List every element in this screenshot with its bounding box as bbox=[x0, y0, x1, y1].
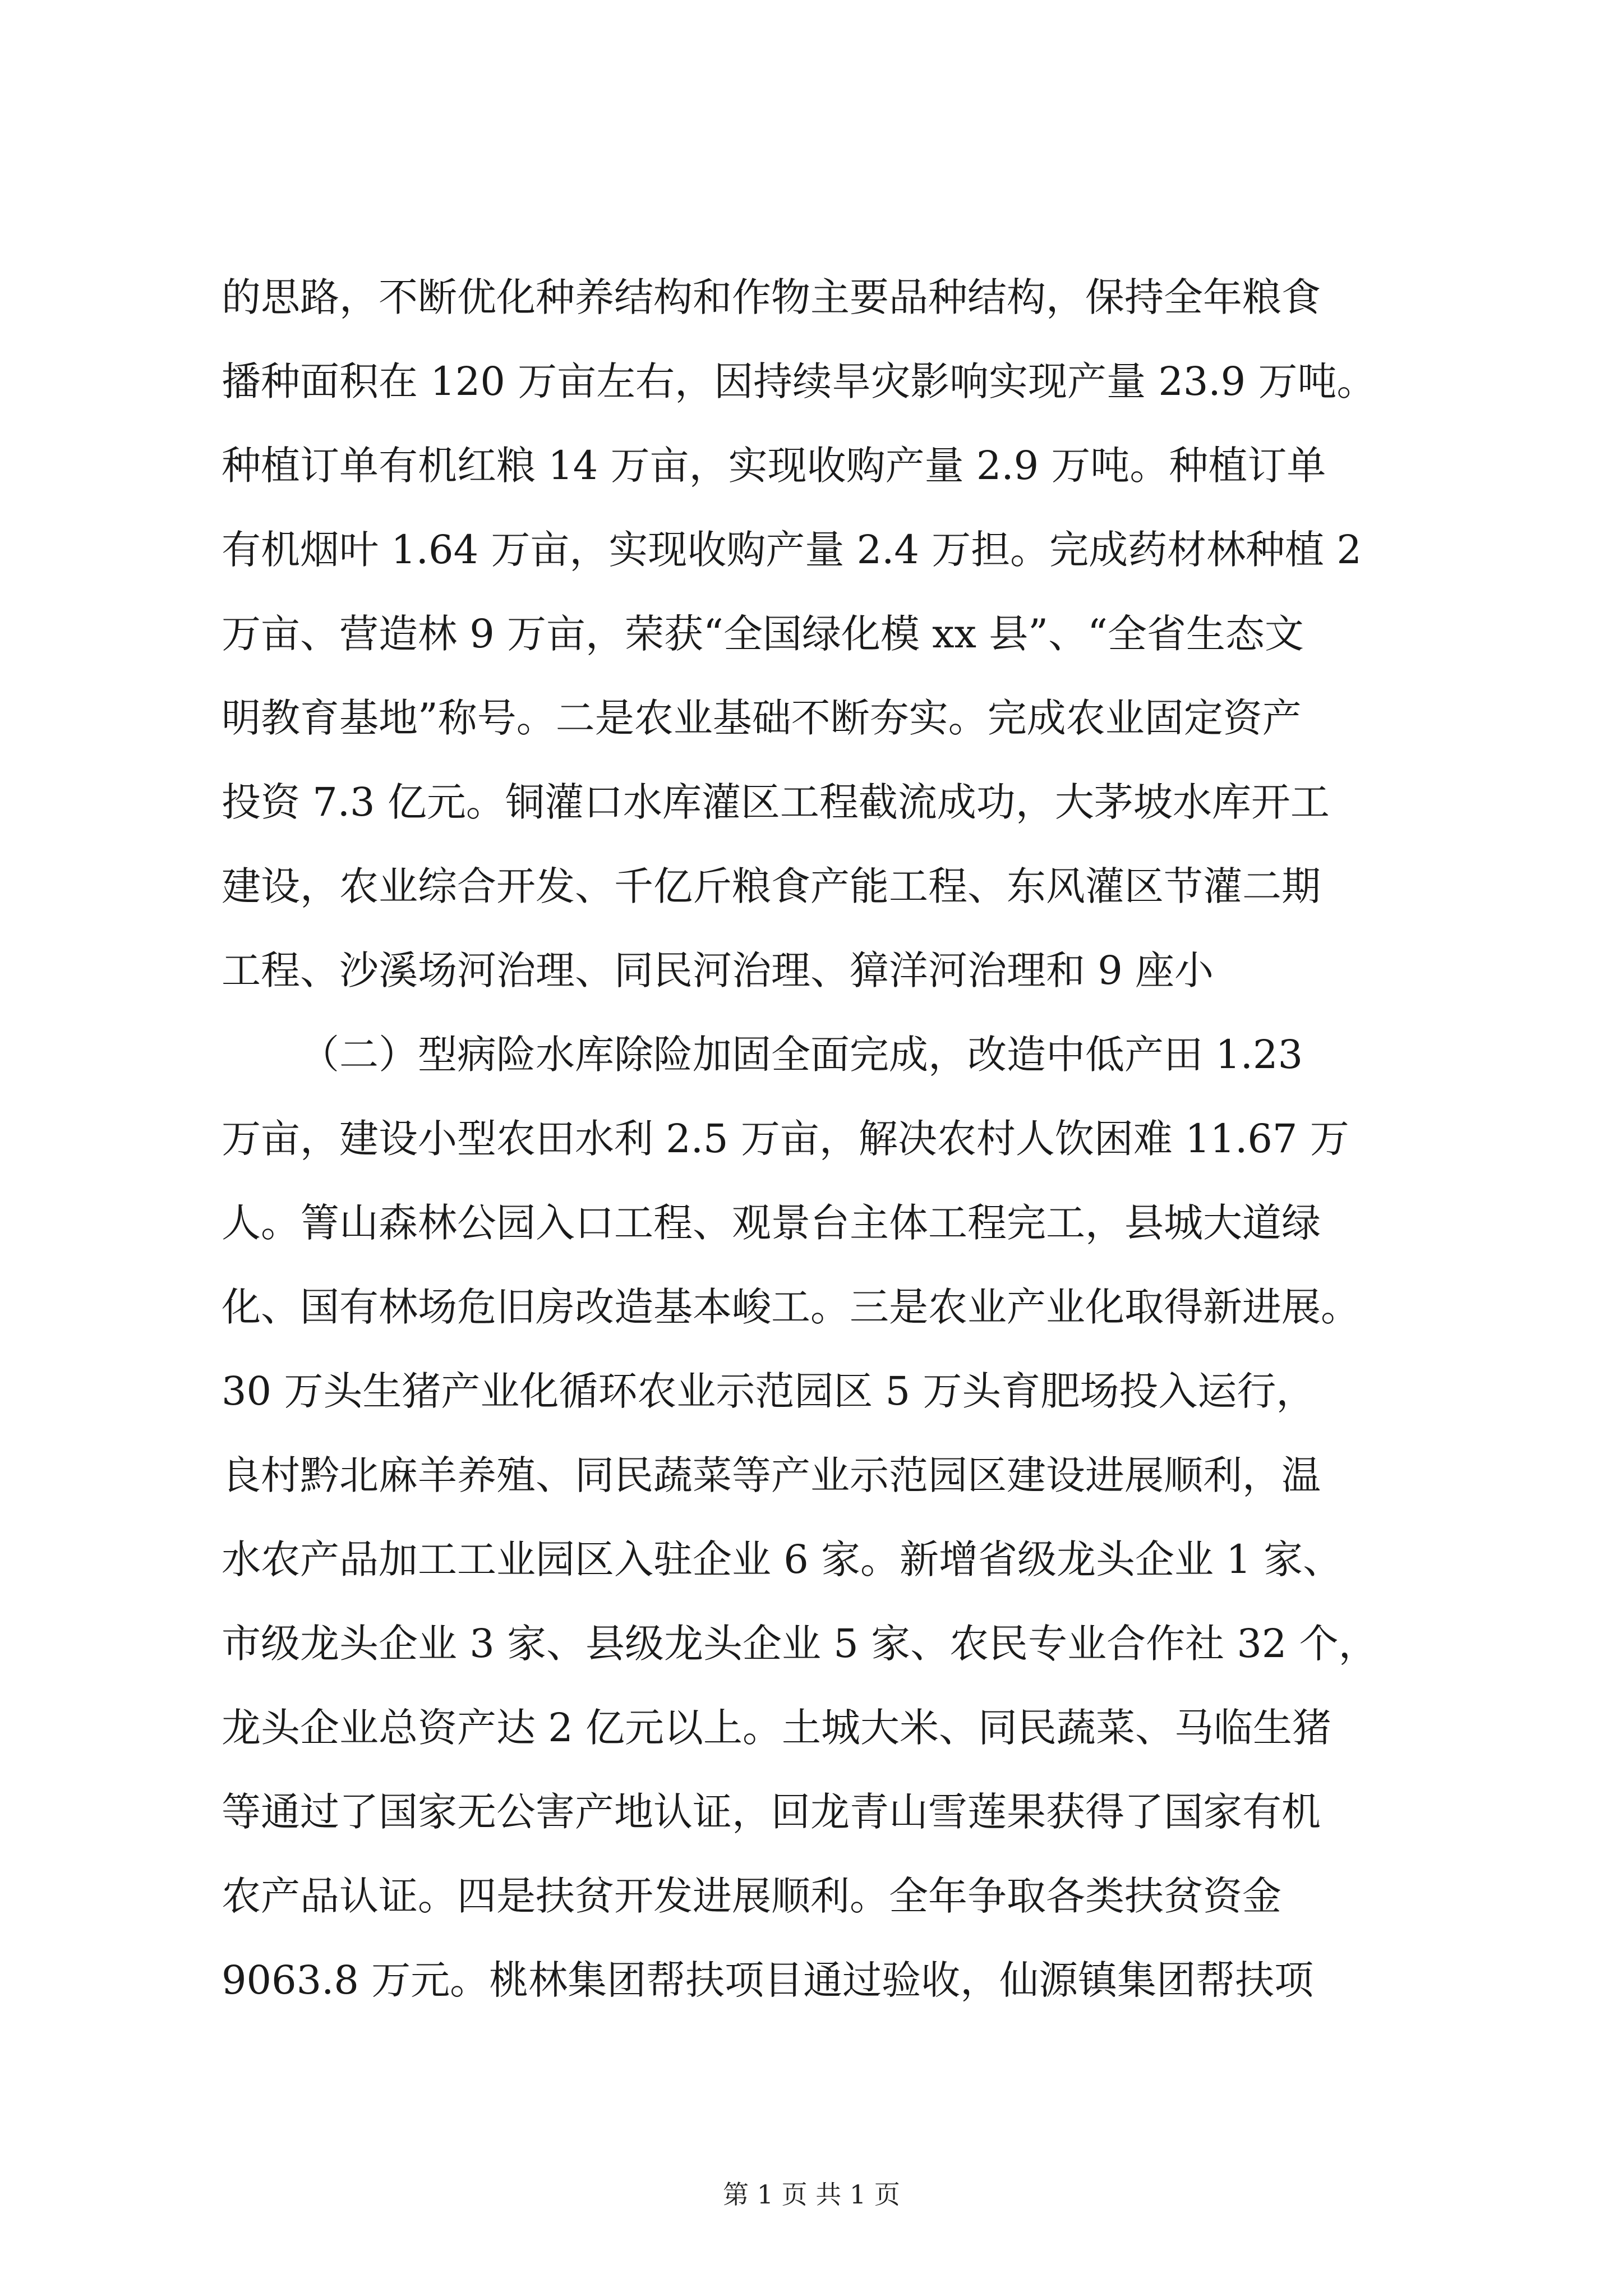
text-line: 水农产品加工工业园区入驻企业 6 家。新增省级龙头企业 1 家、 bbox=[222, 1536, 1343, 1582]
text-line: 龙头企业总资产达 2 亿元以上。土城大米、同民蔬菜、马临生猪 bbox=[222, 1705, 1332, 1751]
text-line: 良村黔北麻羊养殖、同民蔬菜等产业示范园区建设进展顺利，温 bbox=[222, 1452, 1321, 1498]
text-line: 农产品认证。四是扶贫开发进展顺利。全年争取各类扶贫资金 bbox=[222, 1873, 1281, 1919]
text-line: 工程、沙溪场河治理、同民河治理、獐洋河治理和 9 座小 bbox=[222, 947, 1214, 993]
text-line: 种植订单有机红粮 14 万亩，实现收购产量 2.9 万吨。种植订单 bbox=[222, 443, 1326, 489]
text-line: 有机烟叶 1.64 万亩，实现收购产量 2.4 万担。完成药材林种植 2 bbox=[222, 527, 1362, 573]
text-line: 人。箐山森林公园入口工程、观景台主体工程完工，县城大道绿 bbox=[222, 1200, 1321, 1246]
text-line: 万亩，建设小型农田水利 2.5 万亩，解决农村人饮困难 11.67 万 bbox=[222, 1116, 1349, 1162]
text-line: 9063.8 万元。桃林集团帮扶项目通过验收，仙源镇集团帮扶项 bbox=[222, 1957, 1314, 2003]
text-line: 30 万头生猪产业化循环农业示范园区 5 万头育肥场投入运行， bbox=[222, 1368, 1316, 1414]
text-line: 万亩、营造林 9 万亩，荣获“全国绿化模 xx 县”、“全省生态文 bbox=[222, 611, 1304, 657]
text-line: 化、国有林场危旧房改造基本峻工。三是农业产业化取得新进展。 bbox=[222, 1284, 1360, 1330]
text-line: 建设，农业综合开发、千亿斤粮食产能工程、东风灌区节灌二期 bbox=[222, 863, 1321, 909]
text-line: 投资 7.3 亿元。铜灌口水库灌区工程截流成功，大茅坡水库开工 bbox=[222, 779, 1330, 825]
text-line: 等通过了国家无公害产地认证，回龙青山雪莲果获得了国家有机 bbox=[222, 1789, 1321, 1835]
text-line: 播种面积在 120 万亩左右，因持续旱灾影响实现产量 23.9 万吨。 bbox=[222, 358, 1376, 404]
text-line: 明教育基地”称号。二是农业基础不断夯实。完成农业固定资产 bbox=[222, 695, 1302, 741]
page-footer: 第 1 页 共 1 页 bbox=[723, 2179, 900, 2210]
text-line: 的思路，不断优化种养结构和作物主要品种结构，保持全年粮食 bbox=[222, 274, 1321, 320]
text-line: 市级龙头企业 3 家、县级龙头企业 5 家、农民专业合作社 32 个， bbox=[222, 1621, 1378, 1667]
text-line-indented: （二）型病险水库除险加固全面完成，改造中低产田 1.23 bbox=[300, 1032, 1303, 1078]
